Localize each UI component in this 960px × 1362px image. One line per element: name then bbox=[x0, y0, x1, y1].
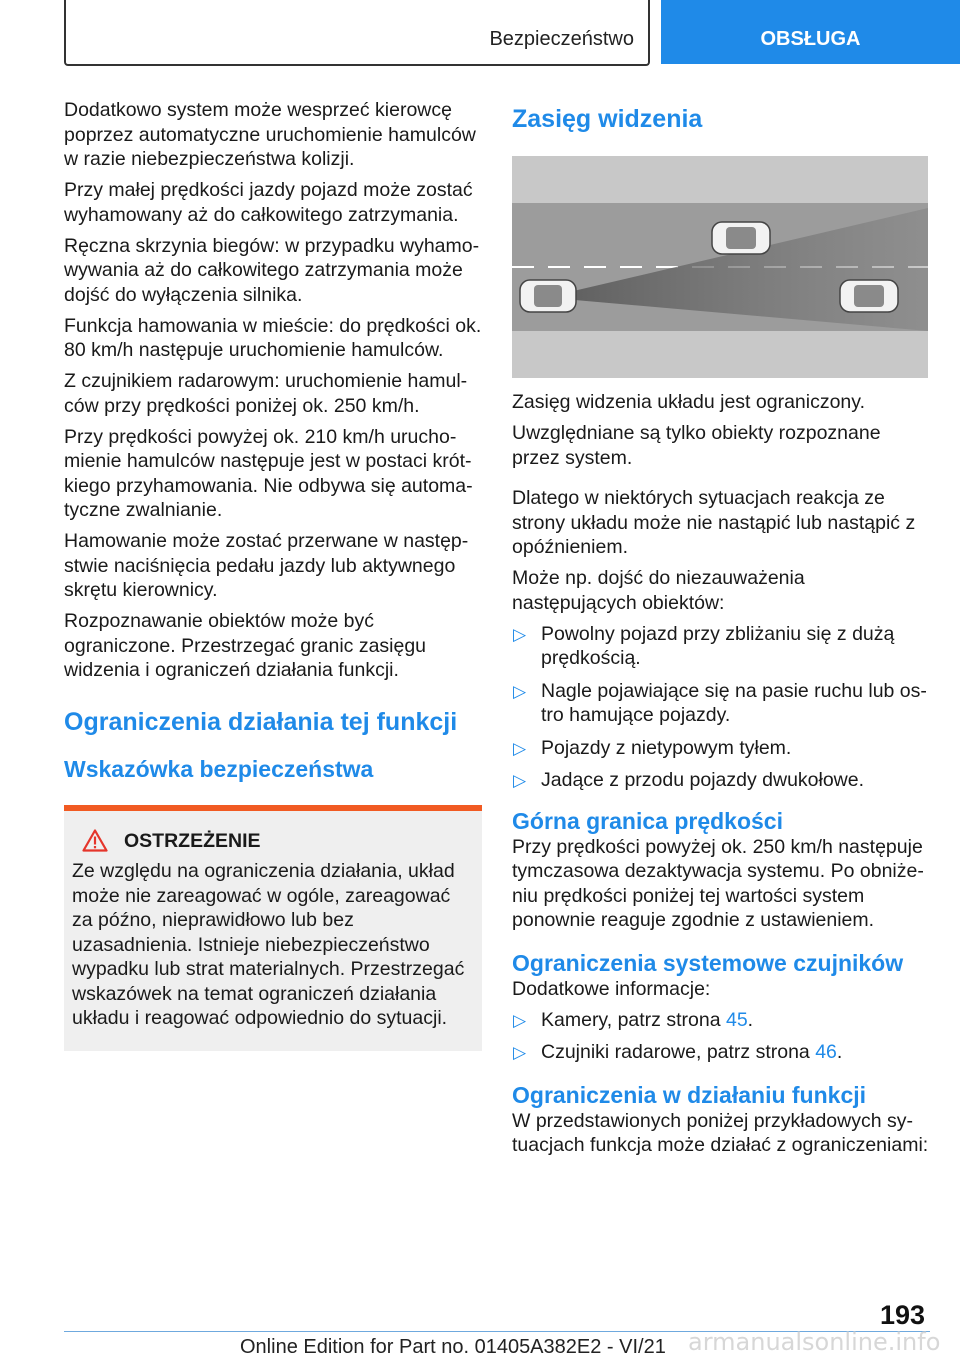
page-reference-link[interactable]: 46 bbox=[815, 1041, 837, 1063]
list-item-text: Jadące z przodu pojazdy dwukołowe. bbox=[541, 769, 865, 791]
subsection-heading: Wskazówka bezpieczeństwa bbox=[64, 755, 374, 782]
list-item-text: Powolny pojazd przy zbliżaniu się z dużą prędkością. bbox=[541, 622, 895, 669]
left-column bbox=[64, 98, 482, 1051]
triangle-right-icon: ▷ bbox=[513, 681, 527, 701]
list-item-text: Nagle pojawiające się na pasie ruchu lub ostro hamujące pojazdy. bbox=[541, 679, 927, 726]
field-of-view-illustration bbox=[512, 156, 928, 378]
paragraph: W przedstawionych poniżej przykładowych sytuacjach funkcja może działać z ograniczeniami: bbox=[512, 1109, 929, 1156]
triangle-right-icon: ▷ bbox=[513, 1010, 527, 1030]
header-section-tab bbox=[64, 0, 650, 66]
list-item-end: . bbox=[747, 1008, 754, 1031]
bullet-list bbox=[512, 622, 930, 793]
paragraph: Może np. dojść do niezauważenia następujących obiektów: bbox=[512, 567, 805, 614]
header-section-title: Bezpieczeństwo bbox=[489, 28, 634, 50]
road-diagram bbox=[512, 156, 928, 378]
section-heading: Ograniczenia systemowe czujników bbox=[512, 949, 904, 976]
list-item bbox=[512, 1040, 930, 1065]
warning-text: Ze względu na ograniczenia działania, układ może nie zareagować w ogóle, zareagować za późno, nieprawidłowo lub bez uzasadnienia. Istnieje niebezpieczeństwo wypadku lub strat materialnych. Przestrzegać wskazówek na temat ograniczeń działania układu i reagować odpowiednio do sytuacji. bbox=[72, 860, 465, 1029]
paragraph: Uwzględniane są tylko obiekty rozpoznane przez system. bbox=[512, 422, 881, 469]
paragraph: Funkcja hamowania w mieście: do prędkości ok. 80 km/h następuje uruchomienie hamulców. bbox=[64, 314, 482, 361]
list-item-end: . bbox=[836, 1041, 843, 1063]
paragraph: Zasięg widzenia układu jest ograniczony. bbox=[512, 391, 865, 413]
car-own bbox=[520, 280, 576, 312]
car-ahead-left-lane bbox=[712, 222, 770, 254]
page-number: 193 bbox=[880, 1300, 926, 1330]
section-heading: Zasięg widzenia bbox=[512, 105, 703, 133]
warning-box bbox=[64, 805, 482, 1051]
page-header bbox=[0, 0, 960, 66]
list-item bbox=[512, 679, 930, 728]
paragraph: Dodatkowe informacje: bbox=[512, 977, 711, 1000]
car-ahead-same-lane bbox=[840, 280, 898, 312]
list-item bbox=[512, 768, 930, 793]
triangle-right-icon: ▷ bbox=[513, 1043, 527, 1062]
warning-header bbox=[72, 829, 474, 854]
bullet-list bbox=[512, 1008, 930, 1065]
paragraph: Dlatego w niektórych sytuacjach reakcja ze strony układu może nie nastąpić lub nastąpić z opóźnieniem. bbox=[512, 487, 916, 558]
paragraph: Przy prędkości powyżej ok. 250 km/h następuje tymczasowa dezaktywacja systemu. Po obniżeniu prędkości poniżej tej wartości system ponownie reaguje zgodnie z ustawieniem. bbox=[512, 835, 924, 931]
footer-edition: Online Edition for Part no. 01405A382E2 - VI/21 bbox=[240, 1336, 666, 1358]
triangle-right-icon: ▷ bbox=[513, 738, 527, 758]
paragraph: Rozpoznawanie obiektów może być ograniczone. Przestrzegać granic zasięgu widzenia i ograniczeń działania funkcji. bbox=[64, 610, 427, 681]
section-heading: Górna granica prędkości bbox=[512, 807, 783, 834]
paragraph: Z czujnikiem radarowym: uruchomienie hamulców przy prędkości poniżej ok. 250 km/h. bbox=[64, 370, 468, 417]
list-item bbox=[512, 622, 930, 671]
section-heading: Ograniczenia w działaniu funkcji bbox=[512, 1081, 867, 1108]
paragraph: Dodatkowo system może wesprzeć kierowcę poprzez automatyczne uruchomienie hamulców w razie niebezpieczeństwa kolizji. bbox=[64, 99, 476, 170]
triangle-right-icon: ▷ bbox=[513, 624, 527, 644]
triangle-right-icon: ▷ bbox=[513, 771, 527, 790]
paragraph: Hamowanie może zostać przerwane w następstwie naciśnięcia pedału jazdy lub aktywnego skrętu kierownicy. bbox=[64, 530, 469, 601]
paragraph: Przy małej prędkości jazdy pojazd może zostać wyhamowany aż do całkowitego zatrzymania. bbox=[64, 179, 473, 226]
paragraph: Przy prędkości powyżej ok. 210 km/h uruchomienie hamulców następuje jest w postaci krótkiego przyhamowania. Nie odbywa się automatyczne zwalnianie. bbox=[64, 425, 473, 521]
paragraph: Ręczna skrzynia biegów: w przypadku wyhamowywania aż do całkowitego zatrzymania może dojść do wyłączenia silnika. bbox=[64, 234, 480, 306]
list-item-text: Czujniki radarowe, patrz strona bbox=[541, 1041, 816, 1063]
list-item bbox=[512, 1008, 930, 1033]
warning-triangle-icon bbox=[82, 829, 108, 852]
header-chapter-tab: OBSŁUGA bbox=[661, 0, 960, 64]
list-item-text: Pojazdy z nietypowym tyłem. bbox=[541, 736, 792, 759]
footer-watermark: armanualsonline.info bbox=[688, 1328, 941, 1356]
right-column bbox=[512, 98, 930, 1164]
warning-title: OSTRZEŻENIE bbox=[124, 829, 261, 852]
page-reference-link[interactable]: 45 bbox=[725, 1008, 748, 1031]
list-item-text: Kamery, patrz strona bbox=[541, 1008, 726, 1031]
section-heading: Ograniczenia działania tej funkcji bbox=[64, 707, 458, 736]
list-item bbox=[512, 736, 930, 761]
